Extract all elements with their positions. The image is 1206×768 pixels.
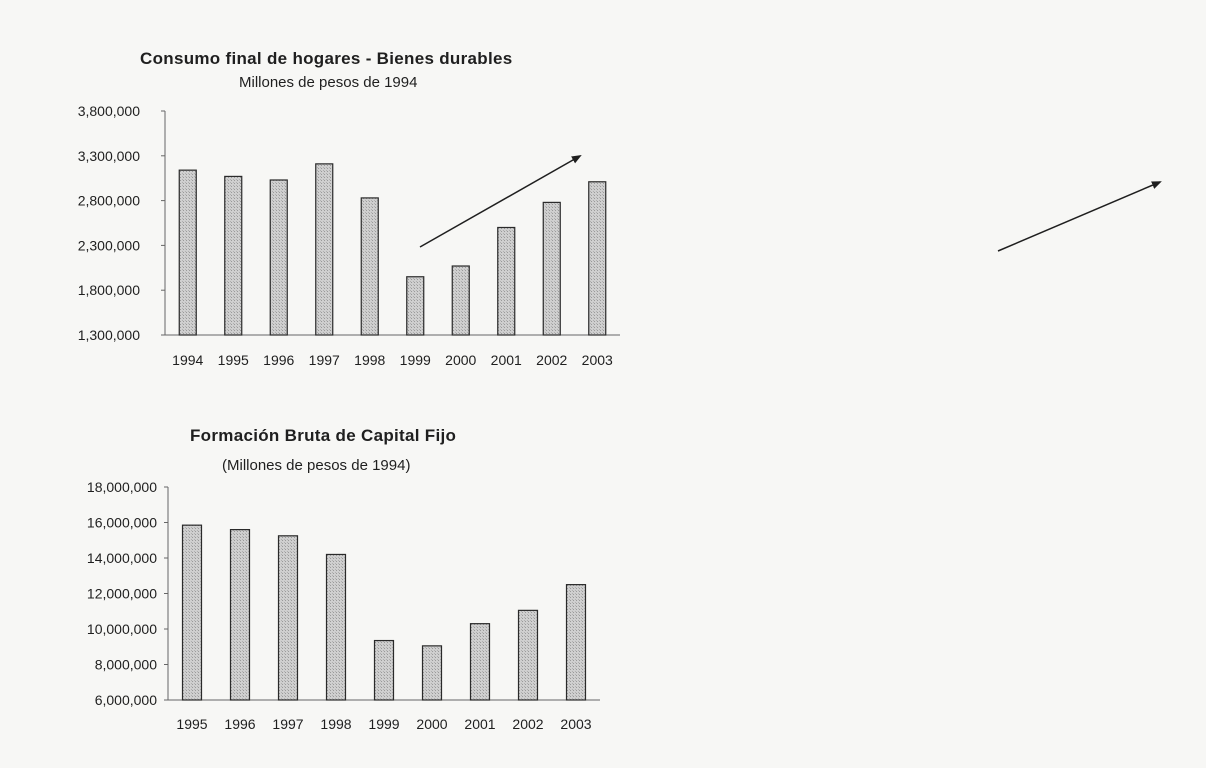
chart1-bar-2000 bbox=[452, 266, 469, 335]
chart1-y-tick-label: 2,300,000 bbox=[77, 237, 140, 254]
chart2-bar-1999 bbox=[375, 641, 394, 700]
chart2-x-tick-label: 2003 bbox=[560, 716, 592, 732]
chart1-y-tick-label: 1,300,000 bbox=[77, 327, 140, 343]
chart2-x-tick-label: 2000 bbox=[416, 716, 448, 732]
chart1-y-tick-label: 3,300,000 bbox=[77, 147, 140, 164]
chart1-bar-2002 bbox=[543, 202, 560, 335]
standalone-arrow-icon bbox=[998, 182, 1160, 251]
chart2-y-tick-label: 14,000,000 bbox=[86, 550, 157, 566]
chart2-bar-1995 bbox=[183, 525, 202, 700]
chart2-y-tick-label: 10,000,000 bbox=[86, 621, 157, 637]
chart1-x-tick-label: 2003 bbox=[581, 352, 613, 368]
chart1-y-tick-label: 2,800,000 bbox=[77, 192, 140, 209]
chart2-y-tick-label: 18,000,000 bbox=[86, 479, 157, 495]
chart1-x-tick-label: 1997 bbox=[308, 352, 340, 368]
chart2-plot bbox=[87, 479, 600, 732]
chart2-bar-1997 bbox=[279, 536, 298, 700]
chart1-bar-1995 bbox=[225, 176, 242, 335]
chart1-x-tick-label: 1998 bbox=[354, 352, 386, 368]
chart1-x-tick-label: 2001 bbox=[490, 352, 522, 368]
chart2-x-tick-label: 1998 bbox=[320, 716, 352, 732]
chart2-x-tick-label: 1997 bbox=[272, 716, 304, 732]
chart2-bar-2003 bbox=[567, 585, 586, 700]
chart1-subtitle: Millones de pesos de 1994 bbox=[239, 74, 418, 91]
chart1-bar-2003 bbox=[589, 182, 606, 335]
chart2-x-tick-label: 2002 bbox=[512, 716, 544, 732]
chart1-y-tick-label: 1,800,000 bbox=[77, 282, 140, 299]
chart2-x-tick-label: 1999 bbox=[368, 716, 400, 732]
chart1-bar-1997 bbox=[316, 164, 333, 335]
chart2-bar-2002 bbox=[519, 610, 538, 700]
chart1-y-tick-label: 3,800,000 bbox=[77, 103, 140, 119]
chart1-bar-1996 bbox=[270, 180, 287, 335]
chart2-x-tick-label: 1996 bbox=[224, 716, 256, 732]
chart1-bar-1994 bbox=[179, 170, 196, 335]
chart1-x-tick-label: 1995 bbox=[217, 352, 249, 368]
chart1-bar-1999 bbox=[407, 277, 424, 335]
chart1-x-tick-label: 1996 bbox=[263, 352, 295, 368]
chart1-x-tick-label: 1994 bbox=[172, 352, 204, 368]
chart2-y-tick-label: 6,000,000 bbox=[94, 692, 157, 708]
chart2-bar-2000 bbox=[423, 646, 442, 700]
chart2-bar-2001 bbox=[471, 624, 490, 700]
chart1-plot bbox=[78, 103, 620, 368]
chart2-x-tick-label: 1995 bbox=[176, 716, 208, 732]
chart2-bar-1996 bbox=[231, 530, 250, 700]
chart1-x-tick-label: 1999 bbox=[399, 352, 431, 368]
chart1-x-tick-label: 2000 bbox=[445, 352, 477, 368]
chart2-bar-1998 bbox=[327, 554, 346, 700]
chart2-title: Formación Bruta de Capital Fijo bbox=[190, 426, 457, 445]
chart1-x-tick-label: 2002 bbox=[536, 352, 568, 368]
chart2-y-tick-label: 8,000,000 bbox=[94, 656, 157, 673]
chart2-y-tick-label: 12,000,000 bbox=[86, 585, 157, 602]
chart2-subtitle: (Millones de pesos de 1994) bbox=[222, 457, 411, 474]
chart1-title: Consumo final de hogares - Bienes durables bbox=[140, 49, 513, 68]
chart1-bar-2001 bbox=[498, 227, 515, 335]
chart2-x-tick-label: 2001 bbox=[464, 716, 496, 732]
chart1-bar-1998 bbox=[361, 198, 378, 335]
chart2-y-tick-label: 16,000,000 bbox=[86, 514, 157, 531]
